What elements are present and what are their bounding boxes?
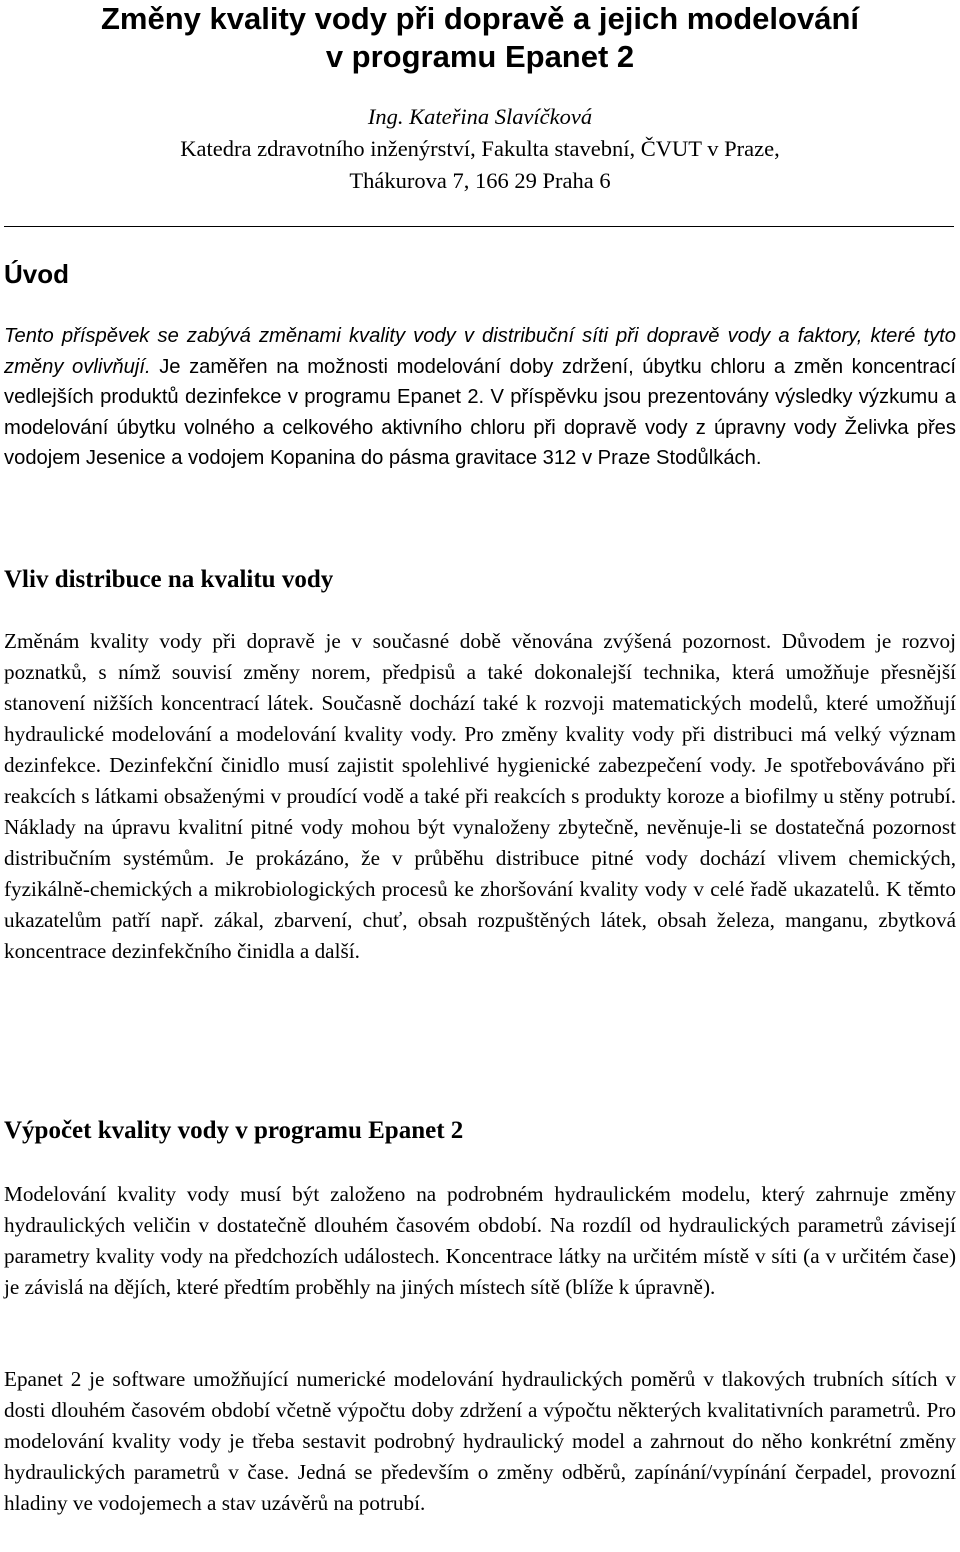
section-epanet-paragraph-1: Modelování kvality vody musí být založeno na podrobném hydraulickém modelu, který zahrnuje změny hydraulických veličin v dostatečně dlouhém časovém období. Na rozdíl od hydraulických parametrů závisejí parametry kvality vody na předchozích událostech. Koncentrace látky na určitém místě v síti (a v určitém čase) je závislá na dějích, které předtím proběhly na jiných místech sítě (blíže k úpravně). (4, 1182, 956, 1299)
intro-heading: Úvod (4, 259, 69, 289)
affiliation-line-2: Thákurova 7, 166 29 Praha 6 (349, 168, 611, 193)
intro-abstract (4, 321, 956, 474)
section-epanet-paragraph-2: Epanet 2 je software umožňující numerické modelování hydraulických poměrů v tlakových trubních sítích v dosti dlouhém časovém období včetně výpočtu doby zdržení a výpočtu některých kvalitativních parametrů. Pro modelování kvality vody je třeba sestavit podrobný hydraulický model a zahrnout do něho konkrétní změny hydraulických parametrů v čase. Jedná se především o změny odběrů, zapínání/vypínání čerpadel, provozní hladiny ve vodojemech a stav uzávěrů na potrubí. (4, 1367, 956, 1515)
section-distribution-paragraph: Změnám kvality vody při dopravě je v současné době věnována zvýšená pozornost. Důvodem je rozvoj poznatků, s nímž souvisí změny norem, předpisů a také dokonalejší technika, která umožňuje přesnější stanovení nižších koncentrací látek. Současně dochází také k rozvoji matematických modelů, které umožňují hydraulické modelování a modelování kvality vody. Pro změny kvality vody při distribuci má velký význam dezinfekce. Dezinfekční činidlo musí zajistit spolehlivé hygienické zabezpečení vody. Je spotřebováváno při reakcích s látkami obsaženými v proudící vodě a také při reakcích s produkty koroze a biofilmy u stěny potrubí. Náklady na úpravu kvalitní pitné vody mohou být vynaloženy zbytečně, nevěnuje-li se dostatečná pozornost distribučním systémům. Je prokázáno, že v průběhu distribuce pitné vody dochází vlivem chemických, fyzikálně-chemických a mikrobiologických procesů ke zhoršování kvality vody v celé řadě ukazatelů. K těmto ukazatelům patří např. zákal, zbarvení, chuť, obsah rozpuštěných látek, obsah železa, manganu, zbytková koncentrace dezinfekčního činidla a další. (4, 629, 956, 963)
paper-title-line-1: Změny kvality vody při dopravě a jejich modelování (100, 1, 860, 36)
affiliation-line-1: Katedra zdravotního inženýrství, Fakulta stavební, ČVUT v Praze, (180, 136, 780, 161)
paper-title-line-2: v programu Epanet 2 (325, 39, 635, 74)
author-block (0, 101, 960, 197)
section-heading-epanet: Výpočet kvality vody v programu Epanet 2 (4, 1117, 464, 1144)
header-divider (4, 226, 954, 227)
abstract-italic-text: Tento příspěvek se zabývá změnami kvality vody v distribuční síti při dopravě vody a faktory, které tyto změny ovlivňují. (4, 325, 956, 378)
abstract-regular-text: Je zaměřen na možnosti modelování doby zdržení, úbytku chloru a změn koncentrací vedlejších produktů dezinfekce v programu Epanet 2. V příspěvku jsou prezentovány výsledky výzkumu a modelování úbytku volného a celkového aktivního chloru při dopravě vody z úpravny vody Želivka přes vodojem Jesenice a vodojem Kopanina do pásma gravitace 312 v Praze Stodůlkách. (4, 355, 957, 469)
paper-title (0, 0, 960, 76)
author-name: Ing. Kateřina Slavíčková (367, 104, 593, 129)
section-heading-distribution: Vliv distribuce na kvalitu vody (4, 566, 334, 593)
